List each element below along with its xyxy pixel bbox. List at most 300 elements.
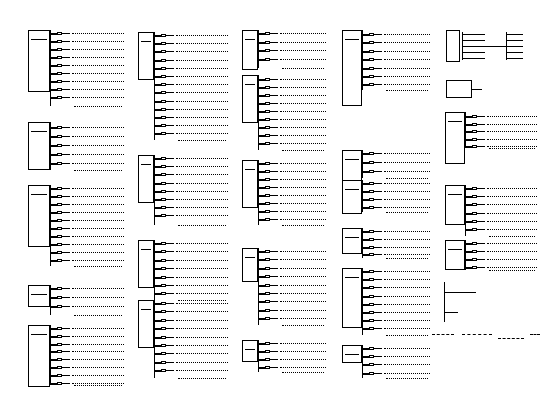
circuit-spec-line [72, 367, 124, 369]
circuit-row [51, 96, 127, 100]
circuit-row [363, 355, 433, 359]
circuit-spec-line [280, 293, 326, 295]
tree-link [485, 46, 506, 47]
circuit-row [51, 32, 127, 36]
circuit-row [155, 369, 231, 373]
circuit-spec-line [72, 49, 124, 51]
circuit-spec-line [72, 220, 124, 222]
circuit-spec-line [384, 364, 430, 366]
circuit-lead-line [166, 133, 174, 134]
circuit-row [259, 250, 329, 254]
circuit-spec-line [384, 34, 430, 36]
circuit-lead-line [62, 236, 70, 237]
panel-block [242, 75, 338, 154]
circuit-spec-line [487, 124, 537, 126]
circuit-row [259, 162, 329, 166]
circuit-spec-line [176, 199, 228, 201]
circuit-row [259, 58, 329, 62]
circuit-lead-line [270, 135, 278, 136]
tree-source-box [446, 30, 460, 62]
circuit-lead-line [166, 353, 174, 354]
circuit-spec-line [280, 276, 326, 278]
circuit-spec-line [176, 328, 228, 330]
circuit-spec-line [72, 163, 124, 165]
circuit-spec-line [176, 243, 228, 245]
panel-header-rule [31, 294, 47, 295]
circuit-lead-line [166, 166, 174, 167]
panel-footer-line [74, 385, 122, 387]
circuit-lead-line [270, 179, 278, 180]
circuit-lead-line [166, 362, 174, 363]
circuit-spec-line [176, 191, 228, 193]
circuit-spec-line [176, 84, 228, 86]
panel-footer-line [386, 335, 428, 337]
circuit-spec-line [72, 244, 124, 246]
circuit-row [363, 303, 433, 307]
circuit-row [466, 250, 540, 254]
circuit-spec-line [384, 239, 430, 241]
tree-branch-left [463, 46, 485, 47]
circuit-lead-line [166, 260, 174, 261]
circuit-lead-line [166, 109, 174, 110]
circuit-row [51, 243, 127, 247]
circuit-row [155, 157, 231, 161]
circuit-spec-line [280, 285, 326, 287]
circuit-lead-line [166, 285, 174, 286]
circuit-spec-line [72, 188, 124, 190]
circuit-lead-line [477, 251, 485, 252]
panel-header-rule [141, 249, 151, 250]
circuit-lead-line [270, 195, 278, 196]
circuit-spec-line [176, 370, 228, 372]
circuit-spec-line [280, 79, 326, 81]
circuit-spec-line [72, 73, 124, 75]
circuit-row [363, 190, 433, 194]
circuit-row [363, 319, 433, 323]
circuit-spec-line [280, 359, 326, 361]
circuit-row [155, 173, 231, 177]
circuit-row [155, 116, 231, 120]
tree-branch-right [507, 46, 523, 47]
circuit-lead-line [62, 351, 70, 352]
circuit-lead-line [62, 89, 70, 90]
circuit-lead-line [166, 277, 174, 278]
circuit-spec-line [176, 337, 228, 339]
circuit-row [51, 296, 127, 300]
circuit-spec-line [176, 215, 228, 217]
circuit-row [363, 58, 433, 62]
circuit-row [363, 33, 433, 37]
circuit-lead-line [477, 229, 485, 230]
circuit-row [155, 132, 231, 136]
circuit-row [51, 126, 127, 130]
circuit-spec-line [280, 318, 326, 320]
circuit-spec-line [176, 285, 228, 287]
circuit-spec-line [280, 59, 326, 61]
circuit-row [363, 238, 433, 242]
panel-header-box [28, 30, 50, 92]
circuit-spec-line [176, 43, 228, 45]
circuit-spec-line [72, 336, 124, 338]
circuit-lead-line [62, 73, 70, 74]
circuit-spec-line [72, 297, 124, 299]
circuit-spec-line [72, 127, 124, 129]
circuit-spec-line [384, 296, 430, 298]
circuit-spec-line [72, 81, 124, 83]
circuit-spec-line [384, 153, 430, 155]
circuit-row [466, 220, 540, 224]
tree-branch-left [463, 52, 485, 53]
panel-footer-line [386, 258, 428, 260]
circuit-row [466, 258, 540, 262]
circuit-lead-line [62, 252, 70, 253]
circuit-row [155, 284, 231, 288]
circuit-row [51, 203, 127, 207]
circuit-spec-line [176, 158, 228, 160]
circuit-row [259, 94, 329, 98]
circuit-spec-line [72, 65, 124, 67]
panel-footer-line [489, 236, 535, 238]
circuit-spec-line [72, 359, 124, 361]
circuit-spec-line [280, 251, 326, 253]
circuit-lead-line [166, 60, 174, 61]
circuit-row [155, 276, 231, 280]
panel-header-rule [31, 131, 47, 132]
circuit-spec-line [176, 303, 228, 305]
circuit-row [155, 319, 231, 323]
circuit-spec-line [72, 33, 124, 35]
circuit-spec-line [384, 304, 430, 306]
circuit-row [51, 358, 127, 362]
circuit-row [363, 372, 433, 376]
panel-header-box [242, 340, 258, 362]
circuit-row [259, 186, 329, 190]
circuit-lead-line [166, 370, 174, 371]
circuit-lead-line [270, 119, 278, 120]
circuit-lead-line [374, 287, 382, 288]
circuit-row [51, 259, 127, 263]
circuit-spec-line [72, 328, 124, 330]
panel-header-rule [31, 194, 47, 195]
circuit-row [51, 251, 127, 255]
circuit-row [155, 67, 231, 71]
panel-header-box [342, 345, 362, 363]
circuit-lead-line [62, 212, 70, 213]
panel-block [342, 228, 442, 262]
panel-block [28, 185, 130, 270]
circuit-spec-line [280, 50, 326, 52]
circuit-lead-line [270, 42, 278, 43]
circuit-lead-line [62, 220, 70, 221]
circuit-spec-line [176, 92, 228, 94]
panel-header-box [28, 325, 50, 387]
panel-block [138, 300, 234, 382]
panel-header-rule [345, 159, 359, 160]
panel-header-box [445, 185, 465, 225]
circuit-spec-line [176, 101, 228, 103]
circuit-row [259, 202, 329, 206]
circuit-row [363, 198, 433, 202]
circuit-row [259, 86, 329, 90]
meter-box [446, 80, 472, 98]
panel-block [445, 185, 545, 240]
circuit-lead-line [166, 199, 174, 200]
circuit-lead-line [270, 127, 278, 128]
circuit-spec-line [487, 267, 537, 269]
circuit-row [259, 170, 329, 174]
circuit-spec-line [280, 119, 326, 121]
circuit-lead-line [166, 35, 174, 36]
circuit-lead-line [270, 171, 278, 172]
circuit-spec-line [280, 351, 326, 353]
circuit-spec-line [176, 117, 228, 119]
panel-header-rule [245, 169, 255, 170]
circuit-spec-line [176, 311, 228, 313]
circuit-row [155, 352, 231, 356]
circuit-row [51, 144, 127, 148]
circuit-spec-line [176, 174, 228, 176]
circuit-spec-line [384, 320, 430, 322]
circuit-spec-line [280, 135, 326, 137]
circuit-spec-line [176, 251, 228, 253]
circuit-row [363, 182, 433, 186]
circuit-spec-line [487, 259, 537, 261]
circuit-lead-line [374, 247, 382, 248]
circuit-spec-line [487, 229, 537, 231]
circuit-row [363, 253, 433, 257]
circuit-row [259, 275, 329, 279]
circuit-spec-line [384, 42, 430, 44]
circuit-spec-line [280, 203, 326, 205]
legend-note-2 [462, 334, 492, 336]
circuit-lead-line [62, 288, 70, 289]
circuit-row [466, 242, 540, 246]
circuit-lead-line [374, 199, 382, 200]
circuit-lead-line [270, 367, 278, 368]
circuit-spec-line [176, 320, 228, 322]
circuit-lead-line [62, 344, 70, 345]
panel-block [342, 30, 442, 94]
circuit-row [363, 206, 433, 210]
circuit-row [155, 267, 231, 271]
panel-header-rule [141, 164, 151, 165]
circuit-lead-line [166, 117, 174, 118]
circuit-row [155, 34, 231, 38]
circuit-row [155, 292, 231, 296]
circuit-lead-line [374, 254, 382, 255]
circuit-spec-line [176, 183, 228, 185]
circuit-spec-line [384, 68, 430, 70]
circuit-lead-line [166, 293, 174, 294]
panel-footer-line [282, 225, 324, 227]
circuit-lead-line [477, 131, 485, 132]
circuit-lead-line [166, 125, 174, 126]
circuit-row [155, 100, 231, 104]
circuit-lead-line [374, 320, 382, 321]
circuit-row [155, 91, 231, 95]
circuit-lead-line [374, 356, 382, 357]
circuit-lead-line [270, 351, 278, 352]
circuit-lead-line [374, 183, 382, 184]
panel-header-box [28, 122, 50, 170]
circuit-row [259, 142, 329, 146]
panel-header-box [28, 185, 50, 247]
circuit-row [466, 212, 540, 216]
panel-header-box [342, 228, 362, 254]
circuit-row [259, 102, 329, 106]
circuit-row [51, 374, 127, 378]
circuit-row [466, 187, 540, 191]
circuit-spec-line [72, 344, 124, 346]
circuit-row [259, 284, 329, 288]
circuit-row [466, 203, 540, 207]
circuit-lead-line [270, 259, 278, 260]
circuit-lead-line [270, 301, 278, 302]
circuit-row [259, 32, 329, 36]
circuit-row [363, 286, 433, 290]
panel-header-box [28, 285, 50, 307]
circuit-row [259, 49, 329, 53]
circuit-row [259, 78, 329, 82]
panel-footer-line [386, 90, 428, 92]
circuit-spec-line [384, 356, 430, 358]
circuit-spec-line [384, 84, 430, 86]
circuit-row [155, 206, 231, 210]
panel-header-rule [448, 121, 462, 122]
circuit-lead-line [62, 145, 70, 146]
circuit-lead-line [477, 139, 485, 140]
circuit-lead-line [62, 328, 70, 329]
circuit-spec-line [280, 343, 326, 345]
distribution-tree [446, 30, 526, 70]
circuit-lead-line [270, 211, 278, 212]
circuit-spec-line [280, 310, 326, 312]
circuit-lead-line [62, 33, 70, 34]
circuit-spec-line [280, 87, 326, 89]
circuit-row [259, 178, 329, 182]
circuit-lead-line [62, 65, 70, 66]
circuit-row [155, 75, 231, 79]
circuit-row [51, 56, 127, 60]
circuit-lead-line [62, 49, 70, 50]
circuit-row [259, 267, 329, 271]
circuit-spec-line [384, 183, 430, 185]
circuit-spec-line [487, 204, 537, 206]
circuit-spec-line [384, 191, 430, 193]
circuit-lead-line [270, 251, 278, 252]
circuit-spec-line [72, 212, 124, 214]
circuit-spec-line [72, 375, 124, 377]
panel-footer-line [178, 140, 226, 142]
circuit-lead-line [374, 328, 382, 329]
panel-footer-line [282, 372, 324, 374]
circuit-lead-line [62, 154, 70, 155]
panel-footer-line [74, 170, 122, 172]
circuit-row [155, 310, 231, 314]
circuit-spec-line [384, 51, 430, 53]
legend-note-3 [498, 338, 524, 340]
circuit-row [259, 258, 329, 262]
circuit-spec-line [280, 259, 326, 261]
circuit-lead-line [477, 146, 485, 147]
circuit-spec-line [176, 277, 228, 279]
circuit-lead-line [62, 375, 70, 376]
panel-header-rule [345, 189, 359, 190]
panel-header-box [445, 240, 465, 270]
circuit-row [51, 40, 127, 44]
circuit-row [155, 302, 231, 306]
circuit-row [51, 64, 127, 68]
circuit-lead-line [166, 320, 174, 321]
circuit-spec-line [280, 367, 326, 369]
circuit-spec-line [280, 163, 326, 165]
panel-header-rule [245, 39, 255, 40]
circuit-lead-line [374, 84, 382, 85]
circuit-row [155, 344, 231, 348]
circuit-lead-line [374, 68, 382, 69]
circuit-lead-line [477, 196, 485, 197]
circuit-spec-line [487, 131, 537, 133]
circuit-row [155, 259, 231, 263]
circuit-row [155, 42, 231, 46]
circuit-spec-line [280, 195, 326, 197]
circuit-lead-line [62, 57, 70, 58]
circuit-row [51, 135, 127, 139]
circuit-spec-line [72, 228, 124, 230]
circuit-spec-line [280, 301, 326, 303]
panel-header-box [242, 248, 258, 282]
panel-footer-line [386, 212, 428, 214]
circuit-spec-line [176, 345, 228, 347]
circuit-spec-line [384, 247, 430, 249]
circuit-lead-line [62, 228, 70, 229]
circuit-spec-line [280, 268, 326, 270]
circuit-lead-line [166, 76, 174, 77]
circuit-lead-line [270, 359, 278, 360]
circuit-lead-line [374, 162, 382, 163]
circuit-lead-line [270, 103, 278, 104]
circuit-lead-line [166, 251, 174, 252]
panel-footer-line [74, 106, 122, 108]
legend-note-4 [530, 334, 540, 336]
circuit-spec-line [72, 260, 124, 262]
circuit-spec-line [384, 348, 430, 350]
circuit-spec-line [72, 97, 124, 99]
circuit-row [259, 358, 329, 362]
circuit-row [259, 292, 329, 296]
circuit-lead-line [477, 188, 485, 189]
circuit-spec-line [72, 41, 124, 43]
circuit-row [363, 327, 433, 331]
circuit-spec-line [176, 166, 228, 168]
panel-block [242, 340, 338, 376]
meter-box-group [446, 80, 486, 104]
circuit-lead-line [477, 116, 485, 117]
circuit-row [155, 165, 231, 169]
circuit-row [155, 124, 231, 128]
circuit-lead-line [166, 268, 174, 269]
circuit-lead-line [166, 337, 174, 338]
circuit-row [51, 195, 127, 199]
circuit-row [363, 83, 433, 87]
circuit-lead-line [62, 306, 70, 307]
panel-header-box [138, 155, 154, 203]
circuit-spec-line [72, 136, 124, 138]
circuit-row [363, 270, 433, 274]
panel-block [138, 155, 234, 229]
tree-branch-left [463, 40, 485, 41]
circuit-lead-line [62, 359, 70, 360]
